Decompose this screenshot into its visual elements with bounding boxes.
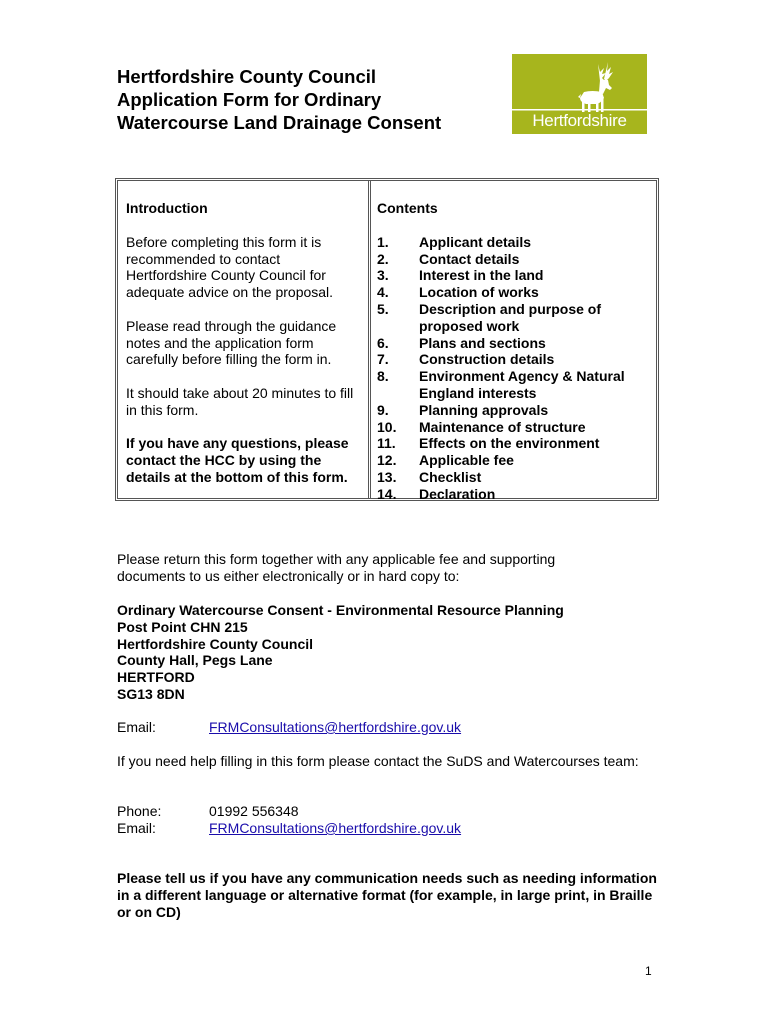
contents-item — [377, 469, 657, 486]
logo-text: Hertfordshire — [532, 111, 627, 130]
hertfordshire-logo — [512, 54, 647, 134]
contents-item — [377, 234, 657, 251]
contents-item — [377, 335, 657, 352]
contents-item-label: Checklist — [419, 468, 482, 485]
contents-item — [377, 284, 657, 301]
page-title — [117, 65, 441, 134]
contents-item-label: Planning approvals — [419, 401, 549, 418]
contents-item — [377, 419, 657, 436]
contents-item-label: Description and purpose of proposed work — [419, 300, 602, 334]
address-line: SG13 8DN — [117, 685, 185, 702]
contents-item-label: Contact details — [419, 250, 520, 267]
contents-item-number: 8. — [377, 368, 389, 385]
contents-item-number: 2. — [377, 250, 389, 267]
contents-item-number: 1. — [377, 233, 389, 250]
phone-number: 01992 556348 — [209, 803, 299, 819]
postal-address — [117, 602, 677, 703]
return-instructions: Please return this form together with any applicable fee and supporting documents to us either electronically or in hard copy to: — [117, 551, 556, 584]
email-label: Email: — [117, 719, 156, 735]
contents-item — [377, 452, 657, 469]
contents-item-number: 12. — [377, 452, 397, 469]
help-email-row — [117, 820, 617, 837]
contents-item-number: 14. — [377, 485, 397, 502]
contents-list — [377, 234, 657, 503]
contents-item — [377, 251, 657, 268]
address-line: Ordinary Watercourse Consent - Environmental Resource Planning — [117, 602, 564, 618]
column-divider — [368, 181, 371, 498]
intro-column — [126, 200, 364, 486]
phone-label: Phone: — [117, 803, 162, 819]
address-line: HERTFORD — [117, 669, 195, 686]
contents-item-label: Maintenance of structure — [419, 418, 586, 435]
contents-item-label: Interest in the land — [419, 267, 544, 284]
contents-item-number: 5. — [377, 300, 389, 317]
intro-heading: Introduction — [126, 200, 208, 216]
title-line-3: Watercourse Land Drainage Consent — [117, 112, 442, 133]
intro-para-1: Before completing this form it is recommended to contact Hertfordshire County Council for adequate advice on the proposal. — [126, 233, 334, 301]
contents-item-label: Environment Agency & Natural England interests — [419, 368, 625, 401]
contents-item-label: Declaration — [419, 485, 496, 502]
intro-contents-table — [115, 178, 659, 501]
contents-item-label: Plans and sections — [419, 334, 546, 351]
contents-item-number: 9. — [377, 401, 389, 418]
communication-needs: Please tell us if you have any communication needs such as needing information in a different language or alternative format (for example, in large print, in Braille or on CD) — [117, 870, 657, 920]
title-line-2: Application Form for Ordinary — [117, 89, 382, 110]
contents-heading: Contents — [377, 200, 438, 216]
contents-column — [377, 200, 657, 503]
contents-item-label: Applicable fee — [419, 452, 514, 469]
intro-para-4: If you have any questions, please contact the HCC by using the details at the bottom of this form. — [126, 435, 349, 485]
intro-para-2: Please read through the guidance notes and the application form carefully before filling the form in. — [126, 317, 337, 368]
return-email-row — [117, 719, 617, 736]
email-label: Email: — [117, 820, 156, 836]
page-number: 1 — [645, 964, 652, 978]
contents-item-number: 13. — [377, 468, 397, 485]
contents-item-number: 4. — [377, 284, 389, 301]
contents-item — [377, 351, 657, 368]
contents-item-number: 7. — [377, 351, 389, 368]
help-text: If you need help filling in this form please contact the SuDS and Watercourses team: — [117, 753, 639, 769]
title-line-1: Hertfordshire County Council — [117, 66, 377, 87]
contents-item-number: 3. — [377, 267, 389, 284]
contents-item-label: Construction details — [419, 351, 555, 368]
contents-item — [377, 368, 657, 402]
address-line: Hertfordshire County Council — [117, 635, 314, 652]
contents-item-number: 11. — [377, 435, 396, 452]
contents-item-label: Location of works — [419, 284, 539, 301]
help-email-link[interactable]: FRMConsultations@hertfordshire.gov.uk — [209, 820, 462, 836]
contents-item-label: Applicant details — [419, 233, 532, 250]
contents-item-number: 6. — [377, 334, 389, 351]
contents-item-number: 10. — [377, 418, 397, 435]
intro-para-3: It should take about 20 minutes to fill in this form. — [126, 384, 354, 418]
contents-item — [377, 486, 657, 503]
contents-item — [377, 301, 657, 335]
address-line: County Hall, Pegs Lane — [117, 652, 273, 669]
return-email-link[interactable]: FRMConsultations@hertfordshire.gov.uk — [209, 719, 462, 735]
contents-item — [377, 402, 657, 419]
address-line: Post Point CHN 215 — [117, 618, 248, 635]
phone-row — [117, 803, 617, 820]
contents-item — [377, 267, 657, 284]
contents-item — [377, 435, 657, 452]
contents-item-label: Effects on the environment — [419, 435, 600, 452]
